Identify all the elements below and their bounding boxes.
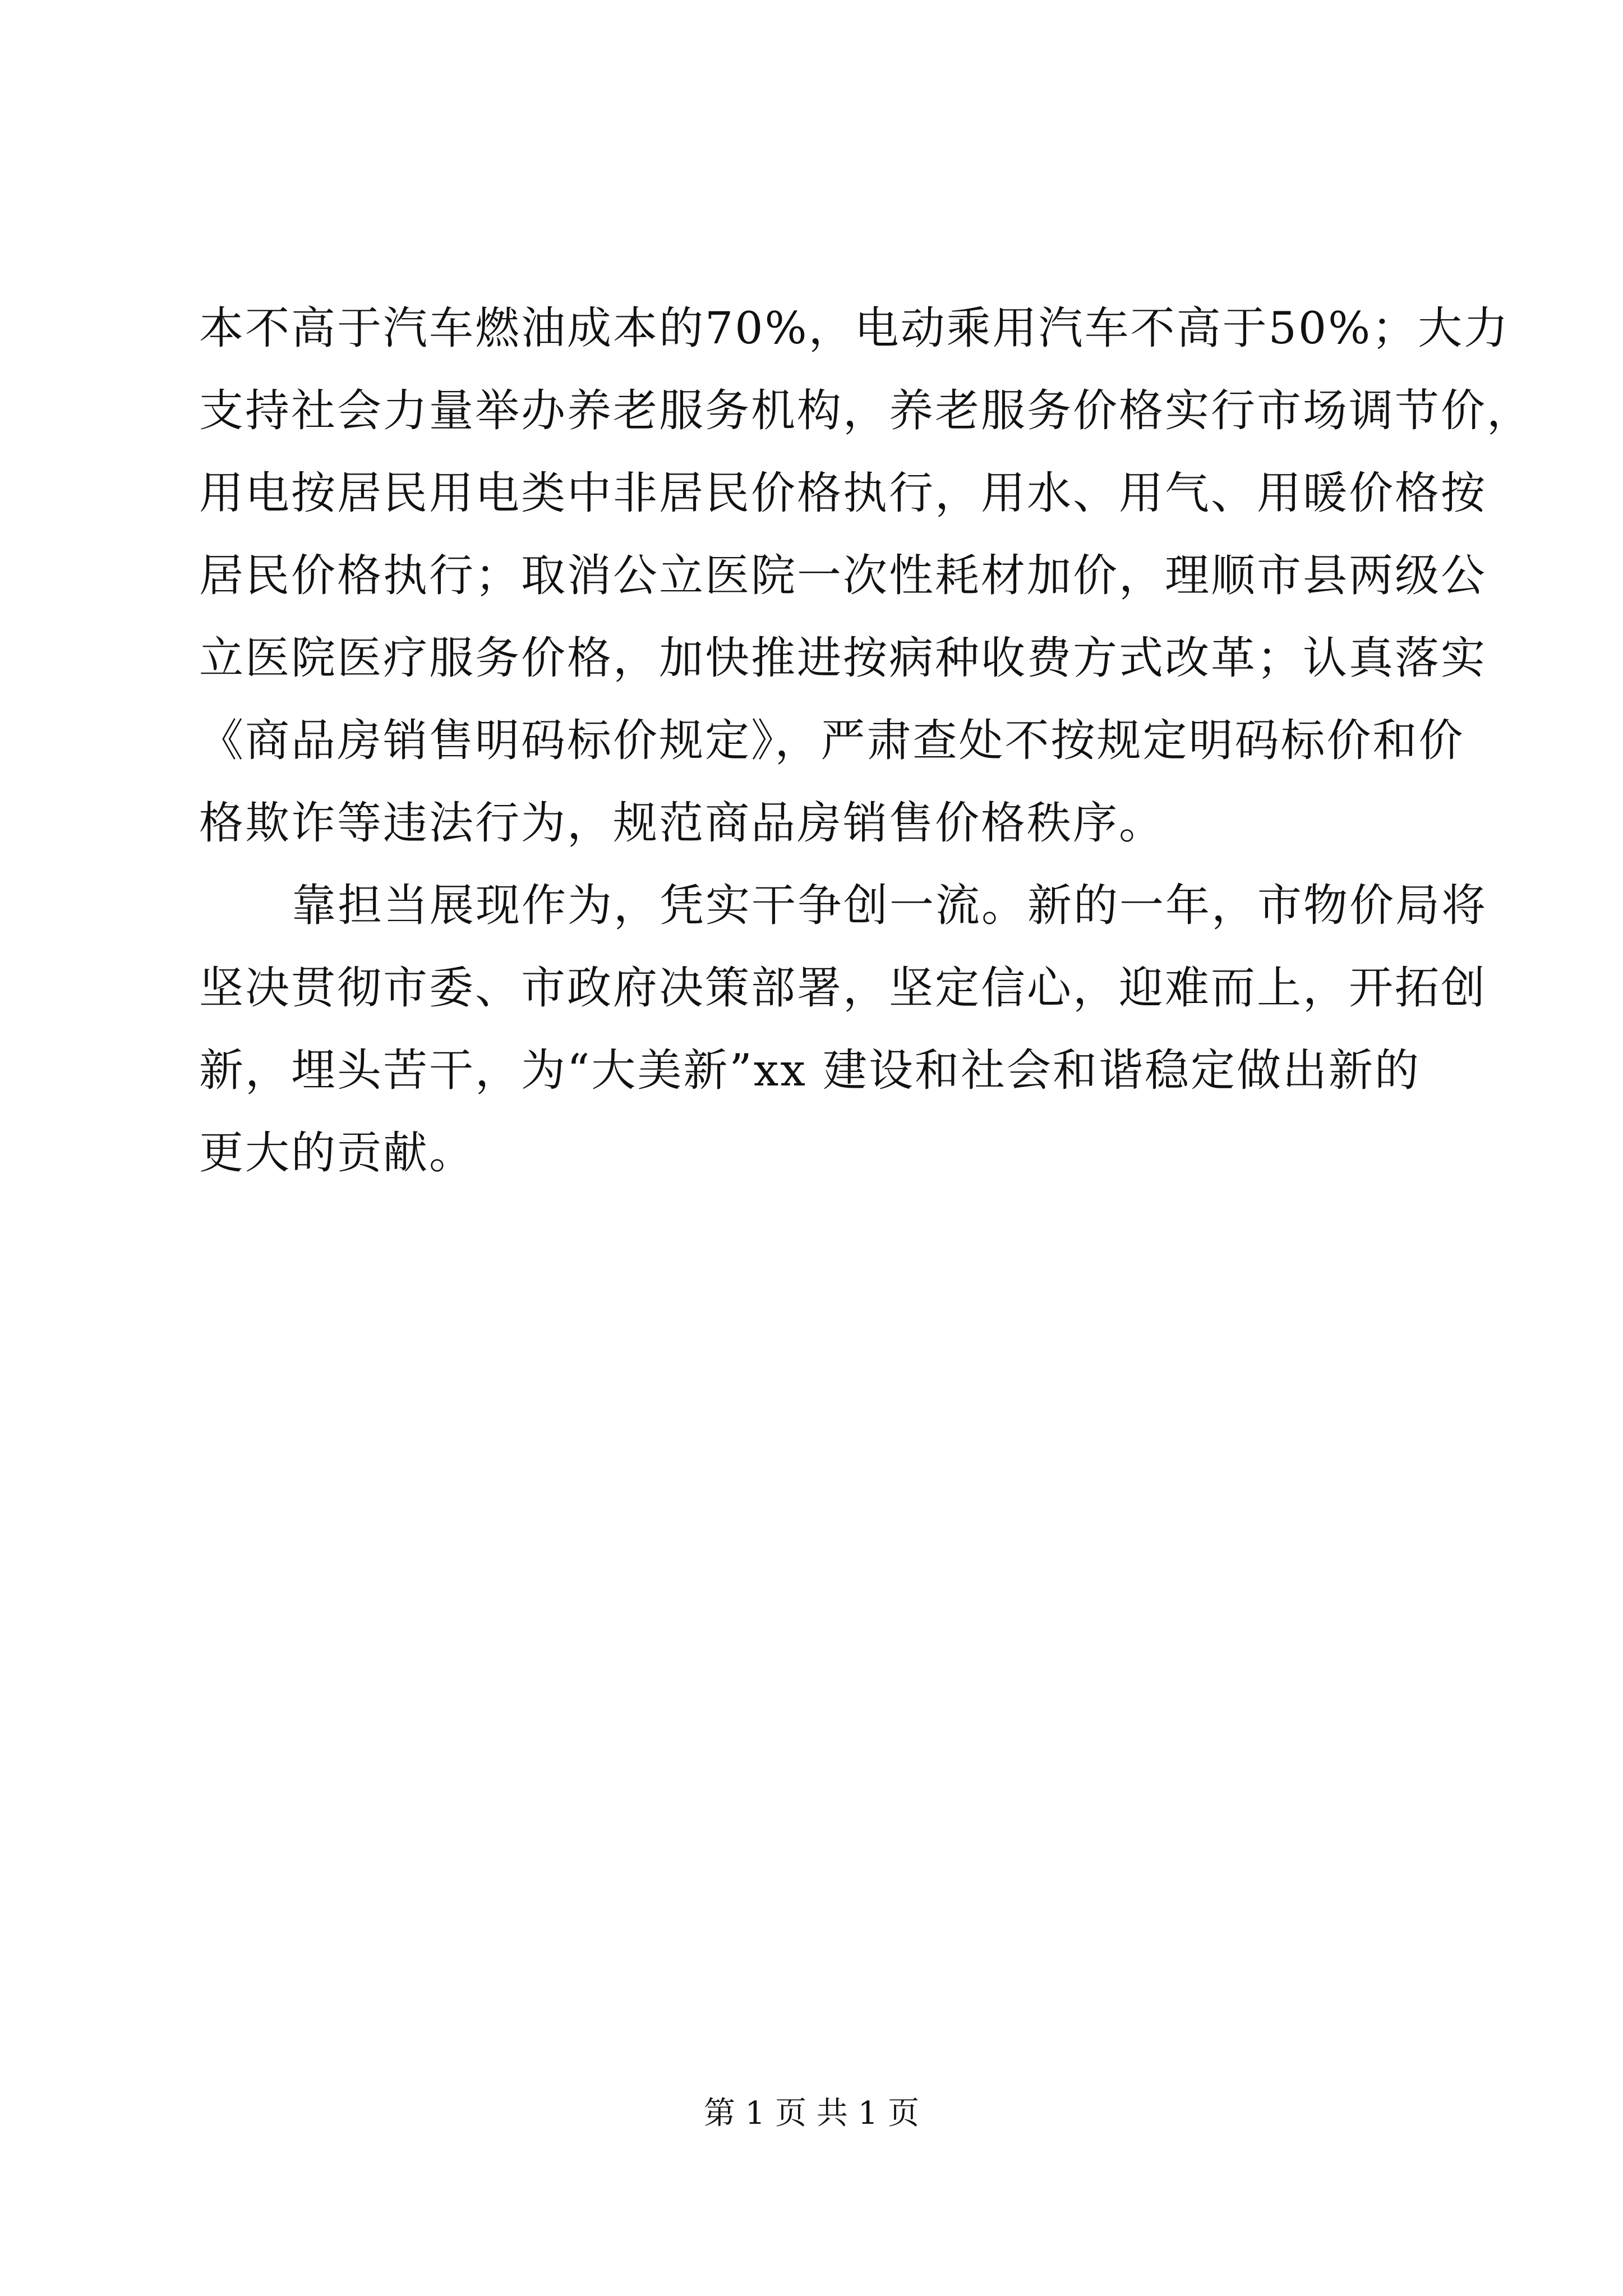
paragraph1-line-1: 本不高于汽车燃油成本的70%，电动乘用汽车不高于50%；大力 <box>199 302 1510 354</box>
page-number-footer: 第 1 页 共 1 页 <box>703 2095 920 2132</box>
paragraph1-line-2: 支持社会力量举办养老服务机构，养老服务价格实行市场调节价， <box>199 385 1533 436</box>
paragraph1-line-6: 《商品房销售明码标价规定》，严肃查处不按规定明码标价和价 <box>199 715 1465 766</box>
paragraph1-line-4: 居民价格执行；取消公立医院一次性耗材加价，理顺市县两级公 <box>199 550 1487 601</box>
paragraph2-line-4: 更大的贡献。 <box>199 1127 475 1179</box>
paragraph2-line-2: 坚决贯彻市委、市政府决策部署，坚定信心，迎难而上，开拓创 <box>199 962 1487 1014</box>
paragraph2-line-3: 新，埋头苦干，为“大美新”xx 建设和社会和谐稳定做出新的 <box>199 1045 1421 1096</box>
paragraph1-line-7: 格欺诈等违法行为，规范商品房销售价格秩序。 <box>199 797 1165 849</box>
paragraph1-line-5: 立医院医疗服务价格，加快推进按病种收费方式改革；认真落实 <box>199 632 1487 684</box>
paragraph1-line-3: 用电按居民用电类中非居民价格执行，用水、用气、用暖价格按 <box>199 467 1487 519</box>
paragraph2-line-1: 靠担当展现作为，凭实干争创一流。新的一年，市物价局将 <box>292 880 1487 931</box>
